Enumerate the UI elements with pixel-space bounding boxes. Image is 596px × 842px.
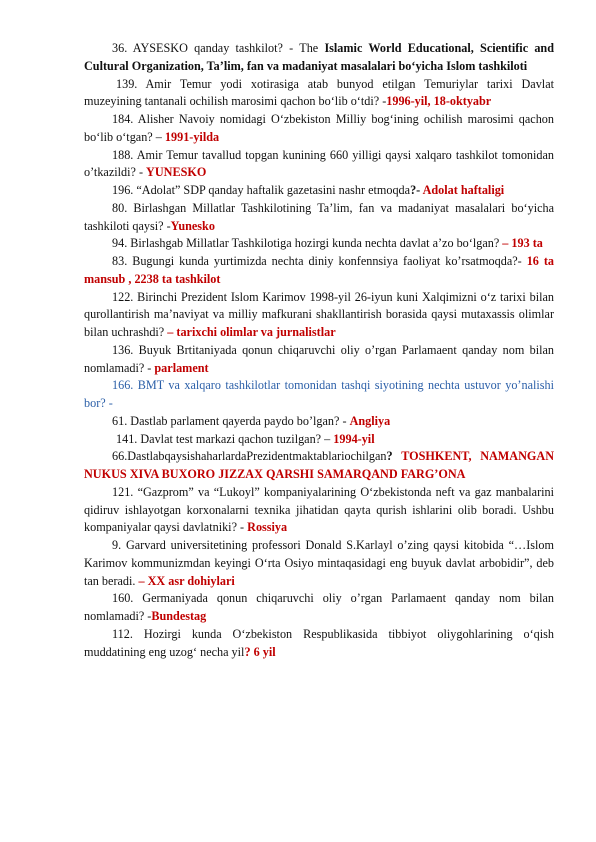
question-80 (84, 200, 554, 236)
question-text: 136. Buyuk Brtitaniyada qonun chiqaruvchi oliy o’rgan Parlamaent qanday nom bilan nomlamadi? - (84, 342, 554, 375)
question-122 (84, 289, 554, 342)
question-141 (84, 431, 554, 449)
question-text: 139. Amir Temur yodi xotirasiga atab bunyod etilgan Temuriylar tarixi Davlat muzeyining tantanali ochilish marosimi qachon bo‘lib o‘tdi? - (84, 76, 554, 109)
answer-text: Angliya (349, 413, 391, 428)
question-112 (84, 626, 554, 662)
answer-text: Rossiya (247, 520, 288, 535)
question-9 (84, 537, 554, 590)
question-166 (84, 377, 554, 413)
question-94 (84, 235, 554, 253)
question-text: 112. Hozirgi kunda O‘zbekiston Respublikasida tibbiyot oliygohlarining o‘qish muddatining eng uzog‘ necha yil (84, 626, 554, 659)
answer-text: 1996-yil, 18-oktyabr (386, 94, 492, 109)
question-text: 122. Birinchi Prezident Islom Karimov 1998-yil 26-iyun kuni Xalqimizni o‘z tarixi bilan qurollantirish ma’naviyat va milliy mafkurani shakllantirish borasida qaysi mutaxassis olimlar bilan uchrashdi? (84, 289, 554, 339)
answer-text: TOSHKENT, NAMANGAN NUKUS XIVA BUXORO JIZZAX QARSHI SAMARQAND FARG’ONA (84, 449, 554, 481)
question-text: 188. Amir Temur tavallud topgan kunining 660 yilligi qaysi xalqaro tashkilot tomonidan o’tkazildi? - (84, 147, 554, 180)
answer-text: YUNESKO (146, 165, 207, 180)
question-text: 141. Davlat test markazi qachon tuzilgan? – (116, 431, 331, 446)
question-end: ?- (410, 183, 423, 197)
question-text: 83. Bugungi kunda yurtimizda nechta diniy konfennsiya faoliyat ko’rsatmoqda?- (112, 254, 522, 268)
answer-text: Bundestag (151, 609, 207, 623)
question-136 (84, 342, 554, 378)
question-text: 61. Dastlab parlament qayerda paydo bo’lgan? - (112, 413, 347, 428)
question-end: ? (386, 449, 393, 464)
question-188 (84, 147, 554, 183)
answer-text: 1994-yil (333, 431, 375, 446)
answer-text: – 193 ta (502, 236, 543, 251)
answer-text: parlament (154, 360, 209, 375)
question-196 (84, 182, 554, 200)
answer-text: Islamic World Educational, Scientific and Cultural Organization, Ta’lim, fan va madaniyat masalalari bo‘yicha Islom tashkiloti (84, 41, 554, 73)
question-end: ? (244, 644, 254, 659)
question-text: 66.DastlabqaysishaharlardaPrezidentmaktablariochilgan (112, 449, 387, 464)
question-text: 9. Garvard universitetining professori Donald S.Karlayl o’zing qaysi kitobida “…Islom Karimov kommunizmdan keyingi O‘rta Osiyo mintaqasidagi eng buyuk davlat arbobidir”, deb tan beradi. (84, 538, 554, 588)
answer-text: 6 yil (253, 644, 276, 659)
answer-text: – XX asr dohiylari (138, 573, 235, 588)
question-text: 196. “Adolat” SDP qanday haftalik gazetasini nashr etmoqda (112, 183, 411, 197)
question-text: 94. Birlashgab Millatlar Tashkilotiga hozirgi kunda nechta davlat a’zo bo‘lgan? (112, 236, 500, 251)
question-139 (84, 76, 554, 112)
question-text: 121. “Gazprom” va “Lukoyl” kompaniyalarining O‘zbekistonda neft va gaz manbalarini qidiruv ishlayotgan korxonalarni texnika jihatidan qayta qurish ishlarini olib boradi. Ushbu kompaniyalar qaysi davlatniki? - (84, 484, 554, 535)
question-text: 80. Birlashgan Millatlar Tashkilotining Ta’lim, fan va madaniyat masalalari bo‘yicha tashkiloti qaysi? - (84, 200, 554, 233)
question-gap: The (293, 41, 325, 55)
answer-text: – tarixchi olimlar va jurnalistlar (167, 325, 336, 339)
answer-text: 16 ta mansub , 2238 ta tashkilot (84, 254, 554, 286)
question-121 (84, 484, 554, 537)
answer-text: Yunesko (170, 218, 215, 233)
question-text: 166. BMT va xalqaro tashkilotlar tomonidan tashqi siyotining nechta ustuvor yo’nalishi bor? - (84, 378, 554, 410)
question-36 (84, 40, 554, 76)
question-text: 184. Alisher Navoiy nomidagi O‘zbekiston Milliy bog‘ining ochilish marosimi qachon bo‘lib o‘tgan? – (84, 112, 554, 144)
question-160 (84, 590, 554, 626)
question-text: 160. Germaniyada qonun chiqaruvchi oliy o’rgan Parlamaent qanday nom bilan nomlamadi? - (84, 591, 554, 623)
document-page (84, 40, 554, 661)
answer-text: Adolat haftaligi (422, 183, 505, 197)
question-83 (84, 253, 554, 289)
question-184 (84, 111, 554, 147)
question-66 (84, 448, 554, 484)
question-text: 36. AYSESKO qanday tashkilot? - (112, 41, 294, 55)
question-61 (84, 413, 554, 431)
answer-text: 1991-yilda (164, 129, 220, 144)
